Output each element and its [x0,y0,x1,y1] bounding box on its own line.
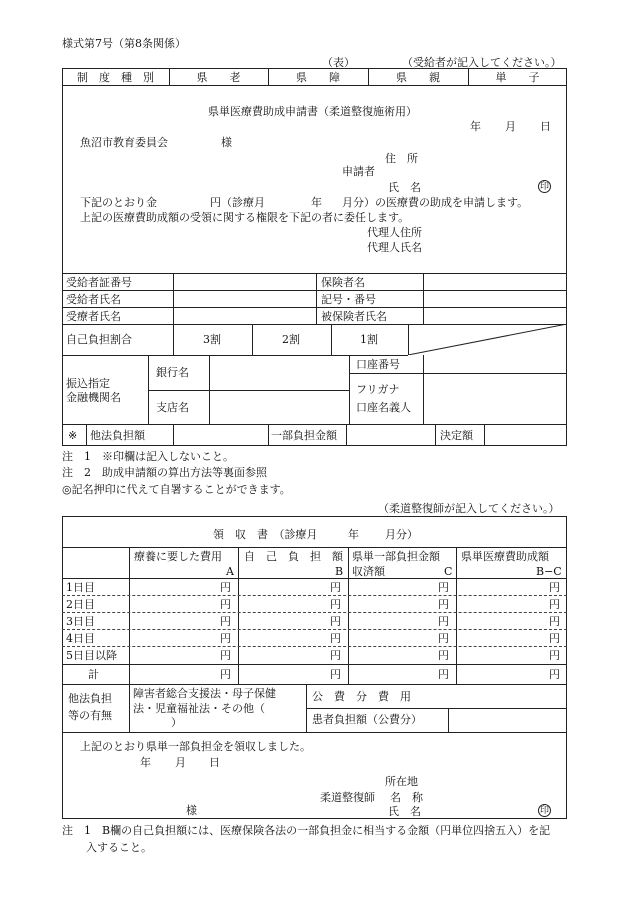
person-name-label: 氏 名 [388,805,421,818]
yen-label: 円 [220,581,231,594]
yen-label: 円 [549,598,560,611]
yen-label: 円 [438,581,449,594]
row-day5-later: 5日目以降 [66,649,117,662]
footnote-2: 入すること。 [86,841,152,854]
honorific: 様 [221,136,232,149]
public-cost-label: 公 費 分 費 用 [312,690,411,703]
receipt-honorific: 様 [186,804,197,817]
body-apply-text: 月分）の医療費の助成を申請します。 [342,196,529,209]
receipt-year-label: 年 [348,528,359,541]
account-holder-label: 口座名義人 [356,401,411,414]
yen-label: 円 [549,581,560,594]
yen-label: 円 [220,615,231,628]
other-law-label-2: 等の有無 [68,709,112,722]
row-total: 計 [88,668,99,681]
yen-label: 円 [549,632,560,645]
date-day: 日 [540,120,551,133]
ratio-10[interactable]: 1割 [360,333,378,346]
date-month: 月 [505,120,516,133]
yen-label: 円 [549,668,560,681]
ratio-30[interactable]: 3割 [203,333,221,346]
symbol-number-label: 記号・番号 [321,293,376,306]
row-day2: 2日目 [66,598,95,611]
recipient-note: （受給者が記入してください。） [402,56,562,69]
yen-label: 円 [330,615,341,628]
system-type-elderly[interactable]: 県 老 [196,71,241,84]
yen-label: 円 [220,649,231,662]
col-a-letter: A [226,565,234,578]
copay-ratio-label: 自己負担割合 [66,333,132,346]
insured-name-label: 被保険者氏名 [321,310,387,323]
col-d-header: 県単医療費助成額 [461,550,549,563]
insurer-label: 保険者名 [321,276,365,289]
body-year-label: 年 [311,196,322,209]
row-day3: 3日目 [66,615,95,628]
yen-label: 円 [220,598,231,611]
yen-label: 円 [330,581,341,594]
law-text-3: ） [171,716,182,729]
yen-label: 円 [220,632,231,645]
yen-label: 円 [438,668,449,681]
yen-label: 円 [330,649,341,662]
note-2: 注 2 助成申請額の算出方法等裏面参照 [62,466,267,479]
system-type-label: 制 度 種 別 [77,71,154,84]
bank-name-label: 銀行名 [156,366,189,379]
location-label: 所在地 [385,775,418,788]
receipt-date-month: 月 [175,756,186,769]
col-a-header: 療養に要した費用 [134,550,222,563]
diagonal-line [408,324,567,355]
date-year: 年 [470,120,481,133]
col-d-letter: B−C [536,565,562,578]
name-label: 氏 名 [388,181,421,194]
patient-name-label: 受療者氏名 [66,310,121,323]
yen-label: 円 [330,632,341,645]
form-number: 様式第7号（第8条関係） [62,37,186,50]
body-delegate-text: 上記の医療費助成額の受領に関する権限を下記の者に委任します。 [80,211,410,224]
law-text-2: 法・児童福祉法・その他（ [133,702,265,715]
asterisk-mark: ※ [68,429,78,442]
note-1: 注 1 ※印欄は記入しないこと。 [62,450,234,463]
yen-label: 円 [220,668,231,681]
receipt-title: 領 収 書 （診療月 [213,528,318,541]
system-type-parent[interactable]: 県 親 [396,71,440,84]
transfer-bank-label-1: 振込指定 [66,377,110,390]
front-mark: （表） [322,56,355,69]
yen-label: 円 [438,598,449,611]
body-month-label: 円（診療月 [210,196,265,209]
col-b-letter: B [335,565,344,578]
address-label: 住 所 [385,152,418,165]
partial-amount-label: 一部負担金額 [271,429,337,442]
col-c-sub: 収済額 [352,565,385,578]
note-3: ◎記名押印に代えて自署することができます。 [62,483,291,496]
receipt-date-year: 年 [140,756,151,769]
addressee: 魚沼市教育委員会 [80,136,168,149]
judo-therapist-label: 柔道整復師 [320,791,375,804]
yen-label: 円 [438,649,449,662]
agent-address-label: 代理人住所 [367,226,422,239]
other-law-label: 他法負担額 [90,429,145,442]
application-title: 県単医療費助成申請書（柔道整復施術用） [208,105,417,118]
yen-label: 円 [330,598,341,611]
col-b-header: 自 己 負 担 額 [244,550,343,563]
recipient-cert-label: 受給者証番号 [66,276,132,289]
received-text: 上記のとおり県単一部負担金を領収しました。 [80,740,311,753]
transfer-bank-label-2: 金融機関名 [66,391,121,404]
account-number-label: 口座番号 [356,358,400,371]
judo-note: （柔道整復師が記入してください。） [378,502,560,515]
furigana-label: フリガナ [356,383,400,396]
col-c-header: 県単一部負担金額 [352,550,440,563]
decided-amount-label: 決定額 [440,429,473,442]
receipt-month-label: 月分） [385,528,418,541]
therapist-name-label: 名 称 [390,791,423,804]
yen-label: 円 [438,632,449,645]
patient-burden-label: 患者負担額（公費分） [312,713,422,726]
system-type-single[interactable]: 単 子 [495,71,540,84]
applicant-label: 申請者 [342,165,375,178]
yen-label: 円 [549,649,560,662]
row-day1: 1日目 [66,581,95,594]
recipient-name-label: 受給者氏名 [66,293,121,306]
footnote-1: 注 1 B欄の自己負担額には、医療保険各法の一部負担金に相当する金額（円単位四捨五入）を記 [62,824,551,837]
other-law-label-1: 他法負担 [68,692,112,705]
system-type-disabled[interactable]: 県 障 [296,71,340,84]
yen-label: 円 [549,615,560,628]
yen-label: 円 [438,615,449,628]
agent-name-label: 代理人氏名 [367,241,422,254]
receipt-date-day: 日 [209,756,220,769]
ratio-20[interactable]: 2割 [282,333,300,346]
row-day4: 4日目 [66,632,95,645]
law-text-1: 障害者総合支援法・母子保健 [133,687,276,700]
receipt-seal-icon: 印 [539,806,549,816]
body-amount-label: 下記のとおり金 [80,196,157,209]
seal-icon: 印 [539,182,549,192]
branch-name-label: 支店名 [156,401,189,414]
col-c-letter: C [444,565,453,578]
yen-label: 円 [330,668,341,681]
